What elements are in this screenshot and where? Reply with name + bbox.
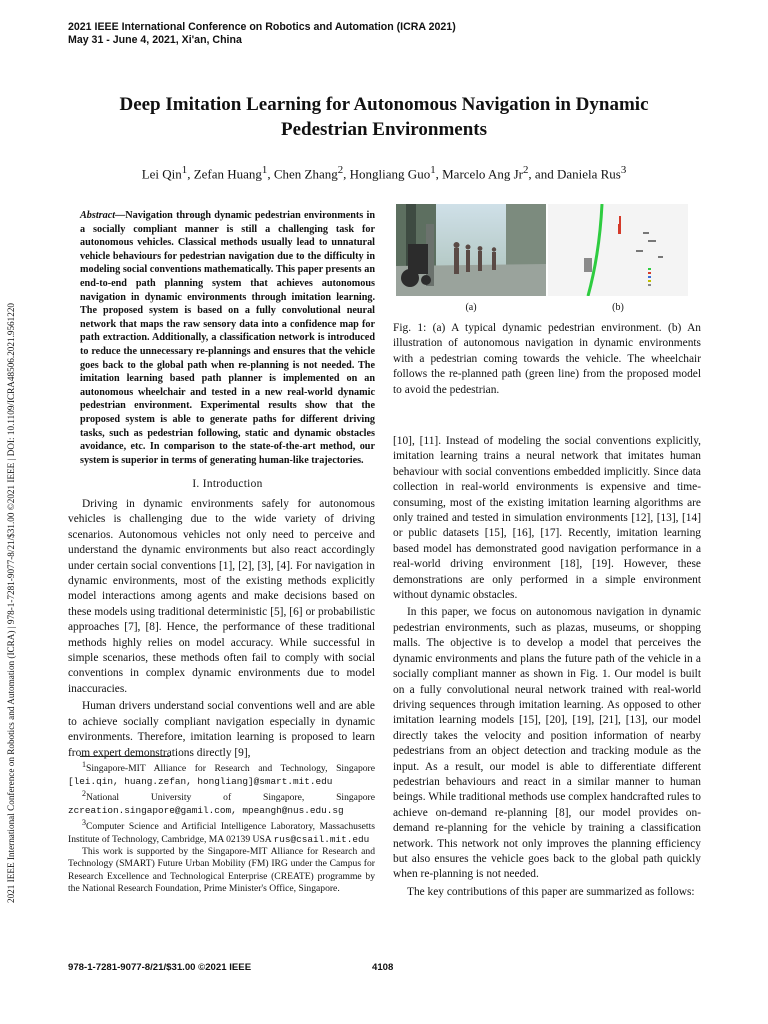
section-heading-introduction — [80, 478, 375, 490]
figure-1b-visualization — [548, 204, 688, 296]
footnote-rule — [80, 756, 170, 757]
funding-note: This work is supported by the Singapore-MIT Alliance for Research and Technology (SMART) Future Urban Mobility (FM) IRG under the Campus for Research Excellence and Technological Enterprise (CREATE) programme by the National Research Foundation, Prime Minister's Office, Singapore. — [68, 846, 375, 895]
author-affiliation-sup: 2 — [337, 164, 344, 176]
intro-paragraph: In this paper, we focus on autonomous navigation in dynamic pedestrian environments, such as plazas, museums, or shopping malls. The objective is to develop a model that perceives the dynamic environments and plans the future path of the vehicle in a socially compliant manner as shown in Fig. 1. Our model is built on a fully convolutional neural network trained with real-world driving sequences through imitation learning. As opposed to other imitation learning models [15], [20], [19], [21], [13], our model directly takes the velocity and position information of nearby pedestrians from an object detection and tracking module as the input. As a result, our model is able to differentiate different pedestrian behaviours and react in a similar manner to human beings. While traditional methods use complex handcrafted rules to achieve on-demand re-planning [8], our model provides on-demand re-planning for the vehicle by training a classification network. This network not only improves the planning efficiency but also ensures the vehicle goes back to the global path quickly when re-planning is not needed. — [393, 606, 701, 881]
footnote-2-email: zcreation.singapore@gamil.com, mpeangh@nus.edu.sg — [68, 804, 344, 816]
author-affiliation-sup: 1 — [181, 164, 188, 176]
author-name: Chen Zhang — [273, 166, 338, 182]
footnote-3: $^3$Computer Science and Artificial Intelligence Laboratory, Massachusetts Institute of Technology, Cambridge, MA 02139 USA rus@csail.mit.edu — [68, 818, 375, 845]
author-affiliation-sup: 3 — [620, 164, 627, 176]
author-name: Zefan Huang — [193, 166, 262, 182]
author-name: Hongliang Guo — [349, 166, 431, 182]
page-number: 4108 — [372, 962, 394, 973]
paper-title — [40, 92, 728, 142]
abstract: Abstract—Navigation through dynamic pedestrian environments in a socially compliant manner is still a challenging task for autonomous vehicles. Classical methods usually lead to unnatural vehicle behaviours for pedestrian navigation due to the difficulty in modeling social conventions mathematically. This paper presents an end-to-end path planning system that achieves autonomous navigation in dynamic environments through imitation learning. The proposed system is based on a fully convolutional neural network that maps the raw sensory data into a confidence map for path extraction. Additionally, a classification network is introduced to reduce the unnecessary re-plannings and ensures that the vehicle goes back to the global path when re-planning is not needed. The imitation learning based path planner is implemented on an autonomous wheelchair and tested in a new real-world dynamic pedestrian environment. Experimental results show that the proposed system is able to generate paths for different driving tasks, such as pedestrian following, static and dynamic obstacles avoidance, etc. In comparison to the state-of-the-art method, our system is superior in terms of generating human-like trajectories. — [80, 210, 375, 466]
conference-dates: May 31 - June 4, 2021, Xi'an, China — [68, 34, 242, 46]
footnote-2: $^2$National University of Singapore, Singapore zcreation.singapore@gamil.com, mpeangh@nus.edu.sg — [68, 789, 375, 816]
figure-1b-label: (b) — [612, 302, 624, 313]
author-affiliation-sup: 2 — [523, 164, 529, 176]
footnote-1: $^1$Singapore-MIT Alliance for Research and Technology, Singapore [lei.qin, huang.zefan, hongliang]@smart.mit.edu — [68, 760, 375, 787]
conference-header: 2021 IEEE International Conference on Robotics and Automation (ICRA 2021) — [68, 21, 456, 33]
footer-isbn: 978-1-7281-9077-8/21/$31.00 ©2021 IEEE — [68, 962, 252, 973]
author-name: Marcelo Ang Jr — [442, 166, 523, 182]
intro-paragraph: Driving in dynamic environments safely for autonomous vehicles is challenging due to the wide variety of driving scenarios. Autonomous vehicles not only need to perceive and understand the dynamic environments but also react accordingly under certain social conventions [1], [2], [3], [4]. For navigation in dynamic environments, most of the existing methods explicitly model interactions among agents and make decisions based on these models using traditional deterministic [5], [6] or probabilistic approaches [7], [8]. Hence, the performance of these traditional methods highly relies on model accuracy. While successful in simple scenarios, these methods often fail to comply with social conventions in complex dynamic environments due to model inaccuracies. — [68, 498, 375, 695]
author-affiliation-sup: 1 — [430, 164, 436, 176]
footnote-3-email: rus@csail.mit.edu — [273, 833, 370, 845]
abstract-label: Abstract — [80, 210, 116, 221]
figure-1-caption: Fig. 1: (a) A typical dynamic pedestrian environment. (b) An illustration of autonomous navigation in dynamic environments with a pedestrian coming towards the vehicle. The wheelchair follows the re-planned path (green line) from the proposed model to avoid the pedestrian. — [393, 322, 701, 396]
section-heading-text: I. Introduction — [192, 478, 263, 490]
intro-paragraph: The key contributions of this paper are summarized as follows: — [407, 885, 695, 898]
figure-1a-label: (a) — [465, 302, 477, 313]
title-line-2: Pedestrian Environments — [280, 119, 487, 140]
author-list: Lei Qin$^1$, Zefan Huang$^1$, Chen Zhang$^2$, Hongliang Guo$^1$, Marcelo Ang Jr$^2$, and Daniela Rus$^3$ — [141, 164, 627, 182]
title-line-1: Deep Imitation Learning for Autonomous Navigation in Dynamic — [119, 94, 649, 115]
intro-right-column — [393, 434, 701, 902]
intro-paragraph: [10], [11]. Instead of modeling the social conventions explicitly, imitation learning trains a neural network that imitates human behaviour with social conventions embedded implicitly. Since data collection in real-world environments is expensive and time-consuming, most of the existing imitation learning algorithms are only trained and tested in simulation environments [12], [13], [14] or public datasets [15], [16], [17]. Recently, imitation learning based model has demonstrated good navigation performance in a real-world driving environment [18], [19]. However, these demonstrations are only performed in a simple environment without dynamic obstacles. — [393, 435, 701, 602]
footnotes — [68, 759, 375, 896]
abstract-text: Navigation through dynamic pedestrian environments in a socially compliant manner is still a challenging task for autonomous vehicles. Classical methods usually lead to unnatural vehicle behaviours for pedestrian navigation due to the difficulty in modeling social conventions mathematically. This paper presents an end-to-end path planning system that achieves autonomous navigation in dynamic environments through imitation learning. The proposed system is based on a fully convolutional neural network that maps the raw sensory data into a confidence map for path extraction. Additionally, a classification network is introduced to reduce the unnecessary re-plannings and ensures that the vehicle goes back to the global path when re-planning is not needed. The imitation learning based path planner is implemented on an autonomous wheelchair and tested in a new real-world dynamic pedestrian environment. Experimental results show that the proposed system is able to generate paths for different driving tasks, such as pedestrian following, static and dynamic obstacles avoidance, etc. In comparison to the state-of-the-art method, our system is superior in terms of generating human-like trajectories. — [80, 210, 375, 466]
author-name: Lei Qin — [141, 166, 182, 182]
doi-sidebar — [6, 302, 36, 923]
author-name: Daniela Rus — [556, 166, 621, 182]
doi-sidebar-text: 2021 IEEE International Conference on Robotics and Automation (ICRA) | 978-1-7281-9077-8/21/$31.00 ©2021 IEEE | DOI: 10.1109/ICRA48506.2021.9561220 — [6, 302, 16, 903]
author-affiliation-sup: 1 — [261, 164, 268, 176]
footnote-1-email: [lei.qin, huang.zefan, hongliang]@smart.mit.edu — [68, 775, 333, 787]
intro-paragraph: Human drivers understand social conventions well and are able to achieve socially compliant navigation especially in dynamic environments. Therefore, imitation learning is proposed to learn from expert demonstrations directly [9], — [68, 700, 375, 759]
figure-1a-photo — [396, 204, 546, 296]
intro-left-column — [68, 497, 375, 763]
